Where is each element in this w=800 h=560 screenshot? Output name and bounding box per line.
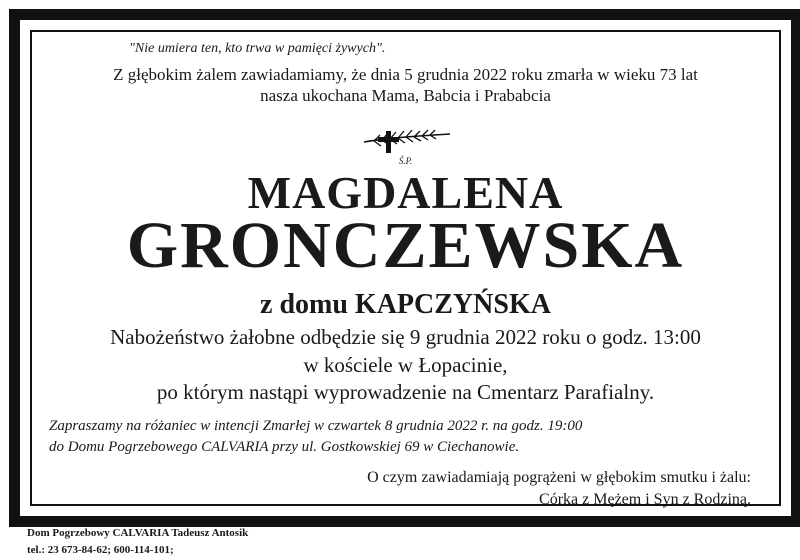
announcement-line-1: Z głębokim żalem zawiadamiamy, że dnia 5 grudnia 2022 roku zmarła w wieku 73 lat bbox=[113, 65, 698, 84]
obituary-inner-border bbox=[30, 30, 781, 506]
footer-phone: tel.: 23 673-84-62; 600-114-101; bbox=[27, 544, 174, 556]
closing-line-1: O czym zawiadamiają pogrążeni w głębokim smutku i żalu: bbox=[367, 469, 751, 486]
closing-line-2: Córka z Mężem i Syn z Rodziną. bbox=[539, 491, 751, 508]
service-line-1: Nabożeństwo żałobne odbędzie się 9 grudnia 2022 roku o godz. 13:00 bbox=[110, 325, 701, 349]
rosary-invitation-line-1: Zapraszamy na różaniec w intencji Zmarłej w czwartek 8 grudnia 2022 r. na godz. 19:00 bbox=[49, 418, 583, 434]
obituary-outer-border bbox=[9, 9, 800, 527]
service-line-2: w kościele w Łopacinie, bbox=[303, 353, 508, 377]
service-line-3: po którym nastąpi wyprowadzenie na Cmentarz Parafialny. bbox=[156, 380, 655, 404]
deceased-first-name: MAGDALENA bbox=[247, 167, 564, 218]
footer-company: Dom Pogrzebowy CALVARIA Tadeusz Antosik bbox=[27, 527, 249, 539]
sp-label: Ś.P. bbox=[398, 156, 413, 166]
cross-with-palm-branch-icon bbox=[362, 128, 452, 154]
announcement-line-2: nasza ukochana Mama, Babcia i Prababcia bbox=[260, 86, 551, 105]
rosary-invitation-line-2: do Domu Pogrzebowego CALVARIA przy ul. Gostkowskiej 69 w Ciechanowie. bbox=[49, 439, 520, 455]
deceased-maiden-name: z domu KAPCZYŃSKA bbox=[260, 289, 551, 320]
deceased-last-name: GRONCZEWSKA bbox=[126, 209, 685, 282]
motto-quote: "Nie umiera ten, kto trwa w pamięci żywych". bbox=[129, 41, 386, 56]
